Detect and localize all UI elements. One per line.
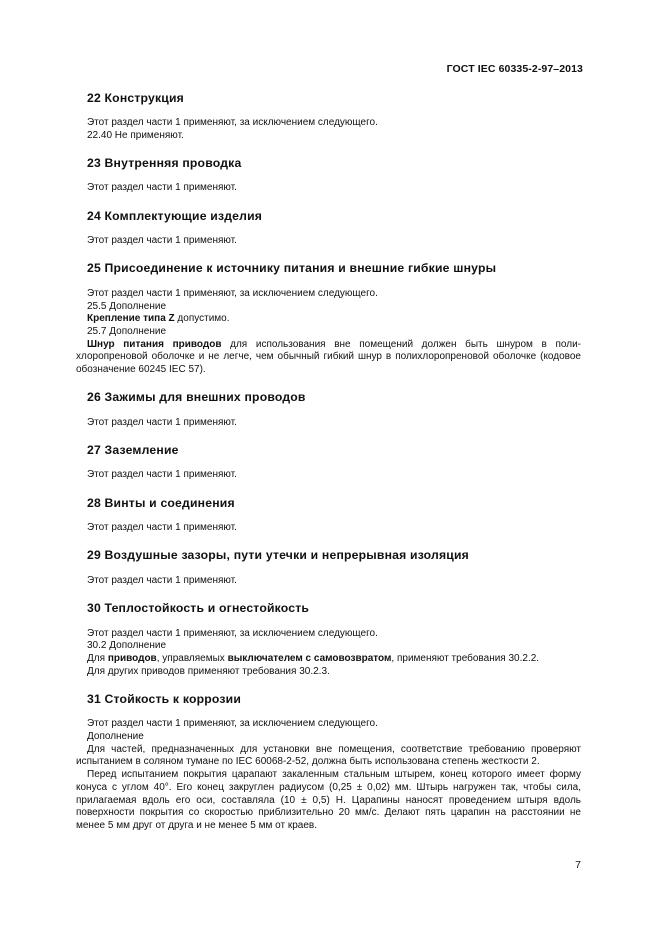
paragraph: Этот раздел части 1 применяют, за исключением следующего. [87, 117, 378, 128]
paragraph [76, 653, 581, 666]
text: , применяют требования 30.2.2. [391, 652, 540, 664]
term-bold: Шнур питания приводов [87, 338, 222, 350]
document-code-header: ГОСТ IEC 60335-2-97–2013 [446, 63, 583, 75]
section-27 [76, 443, 581, 482]
section-title: 22 Конструкция [87, 91, 184, 105]
section-31 [76, 692, 581, 833]
section-23 [76, 156, 581, 195]
paragraph: 25.7 Дополнение [87, 325, 167, 337]
section-30 [76, 601, 581, 678]
page-number: 7 [575, 859, 581, 871]
paragraph: Для других приводов применяют требования 30.2.3. [87, 665, 330, 677]
section-25 [76, 261, 581, 376]
paragraph: Этот раздел части 1 применяют. [87, 182, 237, 194]
section-28 [76, 496, 581, 535]
section-26 [76, 390, 581, 429]
paragraph: Для частей, предназначенных для установки вне помещения, соответствие требованию проверяют испытанием в соляном тумане по IEC 60068-2-52, должна быть использована степень жесткости 2. [76, 743, 581, 768]
section-title: 31 Стойкость к коррозии [87, 691, 242, 706]
term-bold: Крепление типа Z [87, 313, 175, 325]
section-title: 24 Комплектующие изделия [87, 208, 263, 223]
section-29 [76, 548, 581, 587]
section-title: 25 Присоединение к источнику питания и внешние гибкие шнуры [87, 261, 497, 276]
paragraph: Этот раздел части 1 применяют. [87, 522, 237, 534]
paragraph: Этот раздел части 1 применяют, за исключением следующего. [87, 718, 378, 730]
paragraph [76, 313, 581, 326]
text: Для [87, 652, 108, 664]
term-bold: выключателем с самовозвратом [227, 652, 392, 664]
section-22 [76, 91, 581, 142]
paragraph: Этот раздел части 1 применяют, за исключением следующего. [87, 627, 378, 639]
section-title: 23 Внутренняя проводка [87, 155, 242, 170]
section-24 [76, 209, 581, 248]
section-title: 29 Воздушные зазоры, пути утечки и непрерывная изоляция [87, 548, 469, 563]
paragraph: Дополнение [87, 731, 144, 743]
text: допустимо. [174, 313, 230, 325]
paragraph: Этот раздел части 1 применяют. [87, 235, 237, 247]
paragraph [76, 339, 581, 377]
text: , управляемых [156, 652, 228, 664]
paragraph: 22.40 Не применяют. [87, 129, 184, 141]
section-title: 27 Заземление [87, 442, 179, 457]
term-bold: приводов [107, 652, 157, 664]
paragraph: Этот раздел части 1 применяют, за исключением следующего. [87, 287, 378, 299]
section-title: 28 Винты и соединения [87, 495, 235, 510]
section-title: 26 Зажимы для внешних проводов [87, 390, 306, 405]
paragraph: Этот раздел части 1 применяют. [87, 469, 237, 481]
text: для использования вне помещений должен быть шнуром в поли-хлоропреновой оболочке и не легче, чем обычный гибкий шнур в полихлоропреновой оболочке (кодовое обозначение 60245 IEC 57). [76, 338, 582, 376]
section-title: 30 Теплостойкость и огнестойкость [87, 601, 310, 616]
paragraph: 30.2 Дополнение [87, 640, 167, 652]
paragraph: Перед испытанием покрытия царапают закаленным стальным штырем, конец которого имеет форму конуса с углом 40°. Его конец закруглен радиусом (0,25 ± 0,02) мм. Штырь нагружен так, чтобы сила, прилагаемая вдоль его оси, составляла (10 ± 0,5) Н. Царапины наносят проведением штыря вдоль поверхности покрытия со скоростью приблизительно 20 мм/с. Делают пять царапин на расстоянии не менее 5 мм друг от друга и не менее 5 мм от краев. [76, 769, 581, 831]
paragraph: Этот раздел части 1 применяют. [87, 574, 237, 586]
page-content [76, 91, 581, 833]
paragraph: 25.5 Дополнение [87, 300, 167, 312]
paragraph: Этот раздел части 1 применяют. [87, 416, 237, 428]
